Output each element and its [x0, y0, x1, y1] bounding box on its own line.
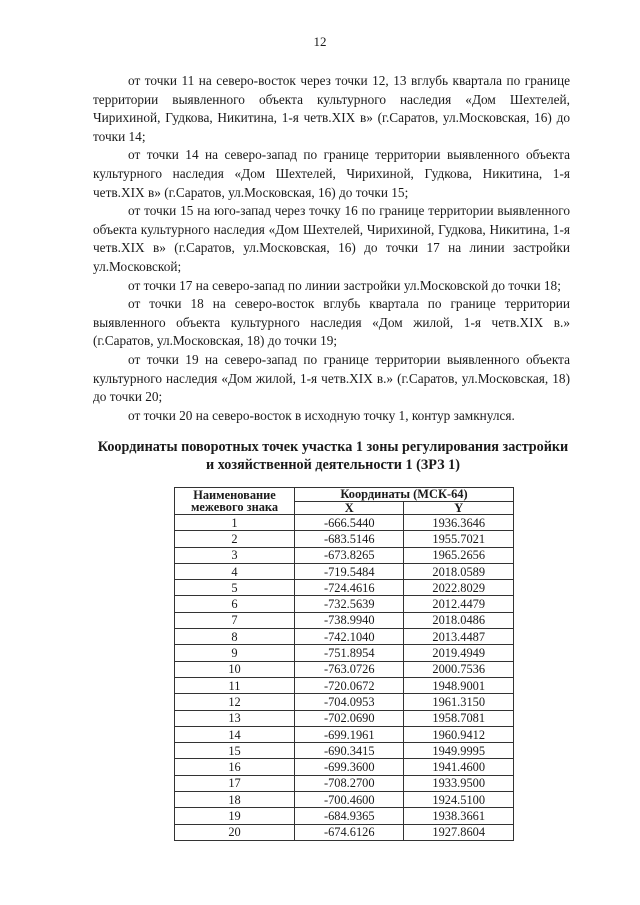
paragraph: от точки 15 на юго-запад через точку 16 по границе территории выявленного объекта культурного наследия «Дом Шехтелей, Чирихиной, Гудкова, Никитина, 1-я четв.XIX в» (г.Саратов, ул.Московская, 16) до точки 17 на линии застройки ул.Московской; — [93, 203, 570, 274]
cell-y: 2018.0486 — [404, 612, 514, 628]
paragraph: от точки 19 на северо-запад по границе территории выявленного объекта культурного наследия «Дом жилой, 1-я четв.XIX в.» (г.Саратов, ул.Московская, 18) до точки 20; — [93, 351, 570, 405]
cell-y: 2019.4949 — [404, 645, 514, 661]
cell-y: 1961.3150 — [404, 694, 514, 710]
cell-y: 2018.0589 — [404, 563, 514, 579]
cell-marker: 16 — [175, 759, 295, 775]
cell-marker: 9 — [175, 645, 295, 661]
cell-x: -751.8954 — [295, 645, 404, 661]
paragraph: от точки 11 на северо-восток через точки 12, 13 вглубь квартала по границе территории выявленного объекта культурного наследия «Дом Шехтелей, Чирихиной, Гудкова, Никитина, 1-я четв.XIX в» (г.Саратов, ул.Московская, 16) до точки 14; — [93, 73, 570, 144]
cell-marker: 18 — [175, 792, 295, 808]
cell-marker: 12 — [175, 694, 295, 710]
cell-x: -742.1040 — [295, 629, 404, 645]
cell-marker: 11 — [175, 677, 295, 693]
table-row — [175, 710, 514, 726]
cell-marker: 2 — [175, 531, 295, 547]
header-y: Y — [404, 501, 514, 515]
table-row — [175, 629, 514, 645]
cell-marker: 20 — [175, 824, 295, 840]
cell-marker: 3 — [175, 547, 295, 563]
table-row — [175, 775, 514, 791]
cell-y: 1927.8604 — [404, 824, 514, 840]
cell-x: -763.0726 — [295, 661, 404, 677]
cell-x: -724.4616 — [295, 580, 404, 596]
coordinates-table — [174, 487, 514, 841]
cell-y: 1958.7081 — [404, 710, 514, 726]
table-row — [175, 531, 514, 547]
cell-x: -702.0690 — [295, 710, 404, 726]
cell-x: -666.5440 — [295, 515, 404, 531]
cell-x: -699.3600 — [295, 759, 404, 775]
cell-y: 1965.2656 — [404, 547, 514, 563]
cell-x: -673.8265 — [295, 547, 404, 563]
cell-y: 1960.9412 — [404, 726, 514, 742]
cell-y: 2013.4487 — [404, 629, 514, 645]
cell-marker: 14 — [175, 726, 295, 742]
table-row — [175, 743, 514, 759]
cell-y: 1933.9500 — [404, 775, 514, 791]
cell-x: -674.6126 — [295, 824, 404, 840]
table-row — [175, 824, 514, 840]
table-row — [175, 580, 514, 596]
table-row — [175, 661, 514, 677]
paragraph: от точки 17 на северо-запад по линии застройки ул.Московской до точки 18; — [128, 277, 561, 293]
cell-x: -690.3415 — [295, 743, 404, 759]
cell-x: -704.0953 — [295, 694, 404, 710]
paragraph: от точки 14 на северо-запад по границе территории выявленного объекта культурного наследия «Дом Шехтелей, Чирихиной, Гудкова, Никитина, 1-я четв.XIX в» (г.Саратов, ул.Московская, 16) до точки 15; — [93, 147, 570, 200]
cell-marker: 10 — [175, 661, 295, 677]
header-x: X — [295, 501, 404, 515]
cell-y: 1924.5100 — [404, 792, 514, 808]
cell-x: -699.1961 — [295, 726, 404, 742]
table-row — [175, 726, 514, 742]
cell-y: 1955.7021 — [404, 531, 514, 547]
header-coordinates: Координаты (МСК-64) — [295, 488, 514, 502]
cell-x: -684.9365 — [295, 808, 404, 824]
cell-y: 1936.3646 — [404, 515, 514, 531]
cell-x: -732.5639 — [295, 596, 404, 612]
table-row — [175, 808, 514, 824]
cell-marker: 13 — [175, 710, 295, 726]
cell-marker: 7 — [175, 612, 295, 628]
cell-marker: 6 — [175, 596, 295, 612]
paragraph: от точки 18 на северо-восток вглубь квартала по границе территории выявленного объекта культурного наследия «Дом жилой, 1-я четв.XIX в.» (г.Саратов, ул.Московская, 18) до точки 19; — [93, 296, 570, 349]
table-heading — [90, 438, 576, 474]
header-marker-name: Наименование межевого знака — [175, 488, 295, 515]
page-number: 12 — [313, 34, 327, 49]
cell-y: 1949.9995 — [404, 743, 514, 759]
cell-marker: 1 — [175, 515, 295, 531]
cell-x: -719.5484 — [295, 563, 404, 579]
cell-marker: 19 — [175, 808, 295, 824]
cell-x: -708.2700 — [295, 775, 404, 791]
cell-marker: 8 — [175, 629, 295, 645]
table-row — [175, 596, 514, 612]
cell-x: -683.5146 — [295, 531, 404, 547]
cell-x: -738.9940 — [295, 612, 404, 628]
cell-marker: 17 — [175, 775, 295, 791]
table-row — [175, 792, 514, 808]
cell-y: 1948.9001 — [404, 677, 514, 693]
cell-y: 1938.3661 — [404, 808, 514, 824]
table-row — [175, 612, 514, 628]
table-row — [175, 677, 514, 693]
table-row — [175, 563, 514, 579]
heading-line-1: Координаты поворотных точек участка 1 зоны регулирования застройки — [97, 439, 569, 455]
cell-y: 2012.4479 — [404, 596, 514, 612]
cell-y: 1941.4600 — [404, 759, 514, 775]
table-row — [175, 547, 514, 563]
table-body — [175, 515, 514, 841]
table-row — [175, 694, 514, 710]
cell-y: 2022.8029 — [404, 580, 514, 596]
table-row — [175, 645, 514, 661]
cell-y: 2000.7536 — [404, 661, 514, 677]
paragraph: от точки 20 на северо-восток в исходную точку 1, контур замкнулся. — [128, 407, 515, 423]
cell-x: -720.0672 — [295, 677, 404, 693]
cell-marker: 4 — [175, 563, 295, 579]
table-row — [175, 759, 514, 775]
cell-marker: 5 — [175, 580, 295, 596]
heading-line-2: и хозяйственной деятельности 1 (ЗРЗ 1) — [206, 457, 460, 473]
body-text — [93, 72, 570, 425]
table-row — [175, 515, 514, 531]
cell-marker: 15 — [175, 743, 295, 759]
cell-x: -700.4600 — [295, 792, 404, 808]
